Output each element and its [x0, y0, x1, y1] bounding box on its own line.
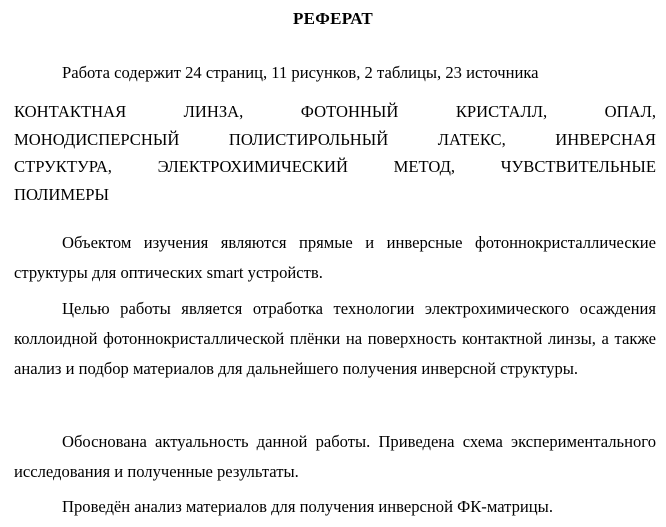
document-title: РЕФЕРАТ	[292, 9, 374, 28]
keywords-line: ПОЛИМЕРЫ	[14, 184, 109, 204]
keywords-block	[14, 98, 656, 208]
keywords-line: КОНТАКТНАЯ ЛИНЗА, ФОТОННЫЙ КРИСТАЛЛ, ОПАЛ,	[14, 102, 656, 121]
paragraph-analysis: Проведён анализ материалов для получения инверсной ФК-матрицы.	[62, 497, 553, 516]
keywords-line: СТРУКТУРА, ЭЛЕКТРОХИМИЧЕСКИЙ МЕТОД, ЧУВСТВИТЕЛЬНЫЕ	[14, 157, 656, 176]
paragraph-relevance: Обоснована актуальность данной работы. Приведена схема экспериментального исследования и полученные результаты.	[14, 432, 656, 481]
summary-line: Работа содержит 24 страниц, 11 рисунков, 2 таблицы, 23 источника	[62, 63, 539, 82]
paragraph-goal: Целью работы является отработка технологии электрохимического осаждения коллоидной фотоннокристаллической плёнки на поверхность контактной линзы, а также анализ и подбор материалов для дальнейшего получения инверсной структуры.	[14, 299, 656, 378]
keywords-line: МОНОДИСПЕРСНЫЙ ПОЛИСТИРОЛЬНЫЙ ЛАТЕКС, ИНВЕРСНАЯ	[14, 129, 656, 149]
paragraph-object: Объектом изучения являются прямые и инверсные фотоннокристаллические структуры для оптических smart устройств.	[14, 233, 656, 282]
